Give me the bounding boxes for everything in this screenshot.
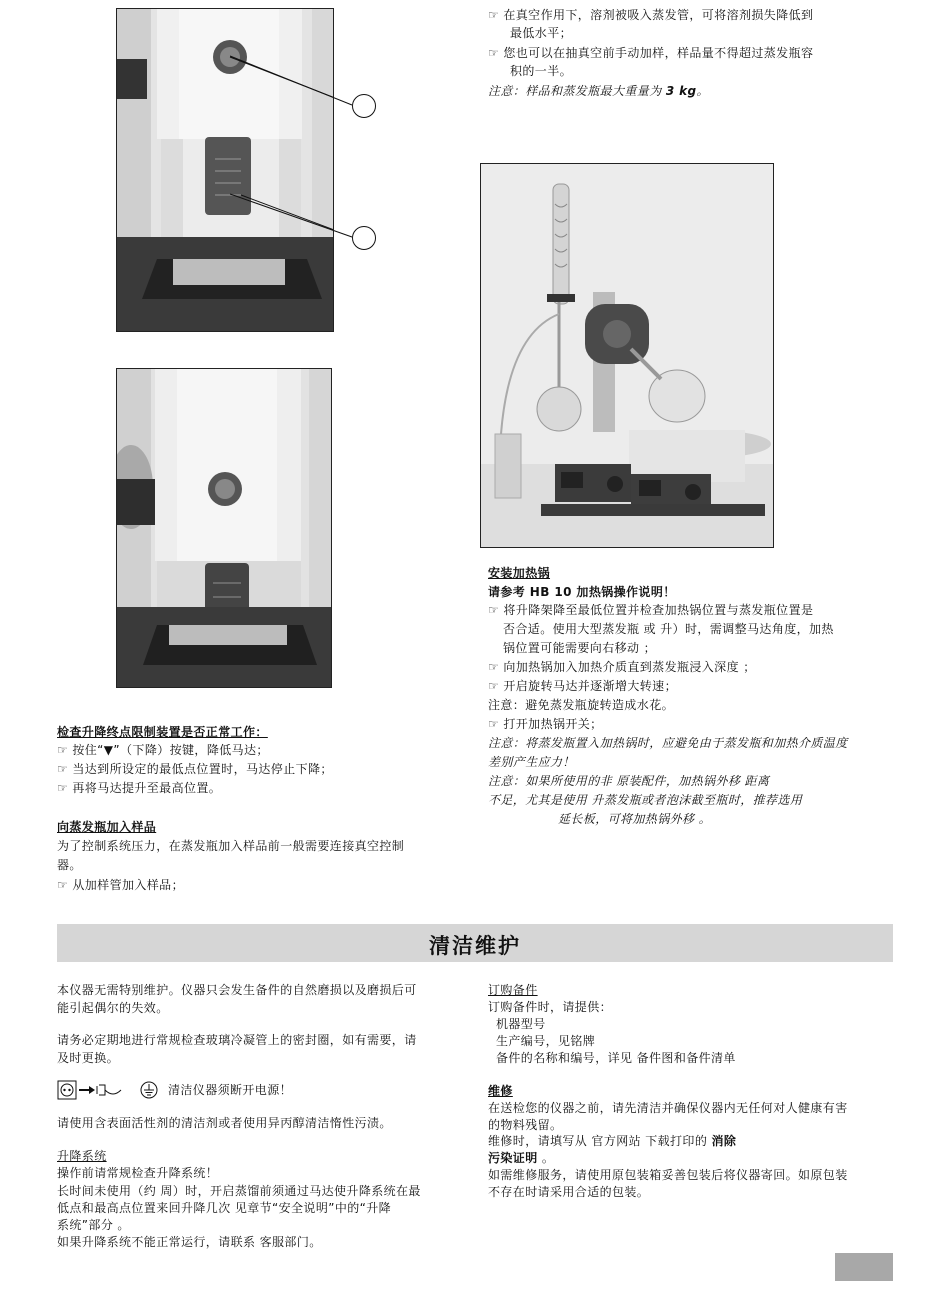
repair-text: 维修时，请填写从 官方网站 下载打印的 (488, 1134, 712, 1148)
decontamination-certificate-label: 消除 (711, 1134, 737, 1148)
manual-sample-line: ☞ 您也可以在抽真空前手动加样，样品量不得超过蒸发瓶容 (488, 46, 814, 60)
repair-paragraph (488, 1149, 554, 1167)
add-sample-step: ☞ 从加样管加入样品； (57, 878, 184, 892)
callout-circle-1 (352, 94, 376, 118)
cleaning-paragraph: 及时更换。 (57, 1051, 120, 1065)
lift-system-heading: 升降系统 (57, 1149, 107, 1163)
lift-check-step: ☞ 再将马达提升至最高位置。 (57, 781, 222, 795)
spare-parts-item: 生产编号，见铭牌 (496, 1034, 596, 1048)
max-weight-suffix: 。 (696, 84, 709, 98)
spare-parts-heading: 订购备件 (488, 983, 538, 997)
lift-system-paragraph: 低点和最高点位置来回升降几次 见章节“安全说明”中的“升降 (57, 1201, 392, 1215)
repair-text: 。 (537, 1151, 555, 1165)
lift-system-paragraph: 如果升降系统不能正常运行，请联系 客服部门。 (57, 1235, 322, 1249)
rotary-evaporator-photo (480, 163, 774, 548)
add-sample-paragraph: 为了控制系统压力，在蒸发瓶加入样品前一般需要连接真空控制 (57, 839, 405, 853)
install-bath-note: 差别产生应力！ (488, 755, 575, 769)
spare-parts-item: 机器型号 (496, 1017, 546, 1031)
lift-check-heading: 检查升降终点限制装置是否正常工作： (57, 725, 268, 739)
lift-check-step: ☞ 按住“▼”（下降）按键，降低马达； (57, 743, 269, 757)
unplug-icon (57, 1080, 161, 1100)
add-sample-paragraph: 器。 (57, 858, 82, 872)
rotary-evaporator-illustration (481, 164, 773, 547)
install-bath-heading: 安装加热锅 (488, 566, 551, 580)
repair-paragraph: 在送检您的仪器之前，请先清洁并确保仪器内无任何对人健康有害 (488, 1101, 848, 1115)
lift-column-illustration-2 (117, 369, 331, 687)
page-number-box (835, 1253, 893, 1281)
install-bath-step: ☞ 向加热锅加入加热介质直到蒸发瓶浸入深度 ； (488, 660, 756, 674)
install-bath-note: 延长板，可将加热锅外移 。 (558, 812, 712, 826)
section-banner (57, 924, 893, 962)
cleaning-paragraph: 本仪器无需特别维护。仪器只会发生备件的自然磨损以及磨损后可 (57, 983, 417, 997)
vacuum-note-line: 最低水平； (510, 26, 573, 40)
install-bath-note: 注意：如果所使用的非 原装配件，加热锅外移 距离 (488, 774, 770, 788)
cleaning-paragraph: 能引起偶尔的失效。 (57, 1001, 169, 1015)
cleaning-paragraph: 请务必定期地进行常规检查玻璃冷凝管上的密封圈，如有需要，请 (57, 1033, 417, 1047)
lift-system-paragraph: 系统”部分 。 (57, 1218, 130, 1232)
max-weight-prefix: 注意：样品和蒸发瓶最大重量为 (488, 84, 666, 98)
callout-leader-lines (230, 50, 360, 250)
section-title: 清洁维护 (429, 934, 521, 958)
decontamination-certificate-label: 污染证明 (488, 1151, 538, 1165)
lift-system-paragraph: 操作前请常规检查升降系统！ (57, 1166, 219, 1180)
callout-circle-2 (352, 226, 376, 250)
install-bath-note: 注意：避免蒸发瓶旋转造成水花。 (488, 698, 675, 712)
install-bath-note: 注意：将蒸发瓶置入加热锅时，应避免由于蒸发瓶和加热介质温度 (488, 736, 848, 750)
repair-paragraph: 不存在时请采用合适的包装。 (488, 1185, 650, 1199)
cleaning-paragraph: 请使用含表面活性剂的清洁剂或者使用异丙醇清洁惰性污渍。 (57, 1116, 392, 1130)
max-weight-note (488, 82, 709, 100)
repair-paragraph (488, 1132, 736, 1150)
add-sample-heading: 向蒸发瓶加入样品 (57, 820, 157, 834)
spare-parts-item: 备件的名称和编号，详见 备件图和备件清单 (496, 1051, 736, 1065)
max-weight-value: 3 kg (665, 84, 697, 98)
install-bath-subheading: 请参考 HB 10 加热锅操作说明！ (488, 585, 676, 599)
unplug-warning: 清洁仪器须断开电源！ (168, 1083, 293, 1097)
install-bath-note: 不足，尤其是使用 升蒸发瓶或者泡沫截至瓶时，推荐选用 (488, 793, 803, 807)
spare-parts-paragraph: 订购备件时，请提供： (488, 1000, 613, 1014)
repair-heading: 维修 (488, 1084, 513, 1098)
install-bath-step: 否合适。使用大型蒸发瓶 或 升）时，需调整马达角度，加热 (503, 622, 834, 636)
install-bath-step: ☞ 将升降架降至最低位置并检查加热锅位置与蒸发瓶位置是 (488, 603, 814, 617)
lift-system-paragraph: 长时间未使用（约 周）时，开启蒸馏前须通过马达使升降系统在最 (57, 1184, 421, 1198)
repair-paragraph: 的物料残留。 (488, 1118, 563, 1132)
install-bath-step: ☞ 开启旋转马达并逐渐增大转速； (488, 679, 677, 693)
vacuum-note-line: ☞ 在真空作用下，溶剂被吸入蒸发管，可将溶剂损失降低到 (488, 8, 814, 22)
manual-sample-line: 积的一半。 (510, 64, 573, 78)
repair-paragraph: 如需维修服务，请使用原包装箱妥善包装后将仪器寄回。如原包装 (488, 1168, 848, 1182)
lift-check-step: ☞ 当达到所设定的最低点位置时，马达停止下降； (57, 762, 333, 776)
install-bath-step: ☞ 打开加热锅开关； (488, 717, 603, 731)
install-bath-step: 锅位置可能需要向右移动 ； (503, 641, 657, 655)
lift-column-photo-2 (116, 368, 332, 688)
